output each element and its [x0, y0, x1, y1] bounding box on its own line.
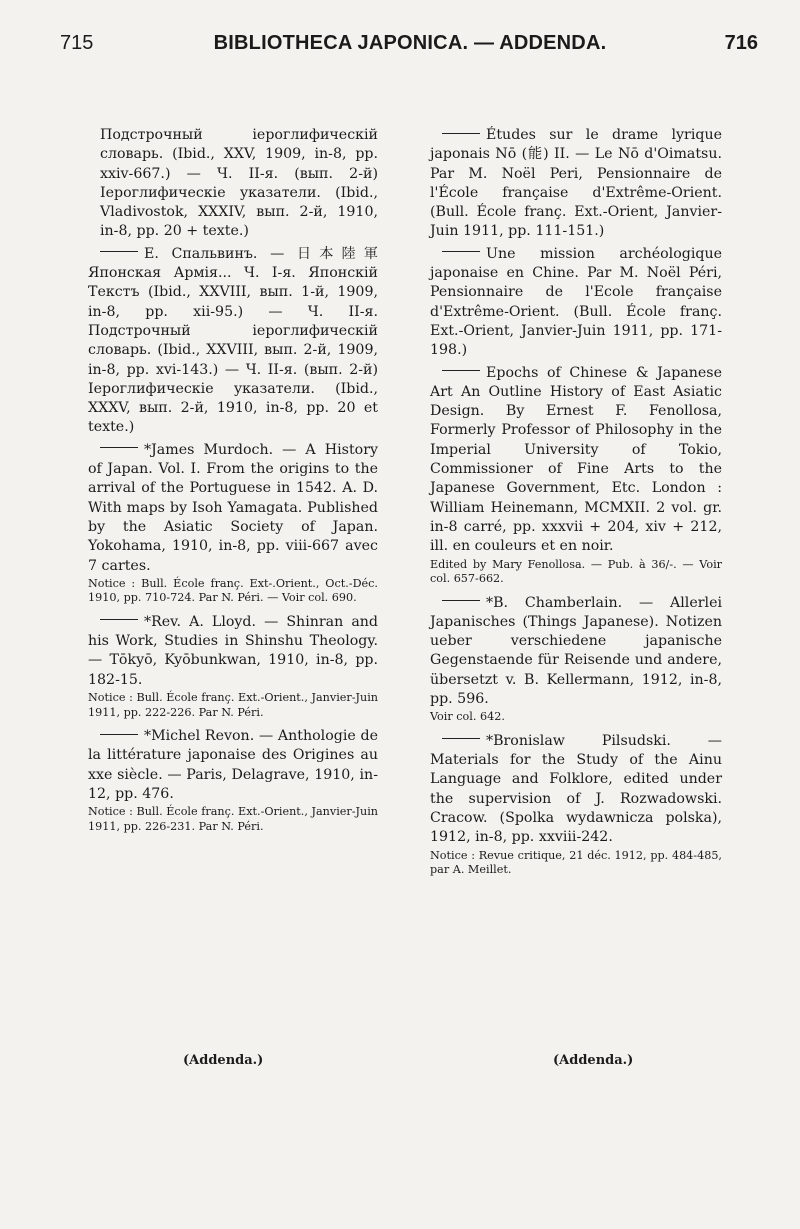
bibliography-entry	[88, 126, 378, 242]
bibliography-entry	[430, 364, 722, 587]
entry-text: E. Спальвинъ. — 日本陸軍 Японская Армія... Ч. I-я. Японскій Текстъ (Ibid., XXVIII, вып. 1-й, 1909, in-8, pp. xii-95.) — Ч. II-я. Подстрочный iероглифическій словарь. (Ibid., XXVIII, вып. 2-й, 1909, in-8, pp. xvi-143.) — Ч. II-я. (вып. 2-й) Iероглифическiе указатели. (Ibid., XXXV, вып. 2-й, 1910, in-8, pp. 20 et texte.)	[88, 245, 378, 436]
entry-notice: Notice : Bull. École franç. Ext.-Orient., Janvier-Juin 1911, pp. 226-231. Par N. Péri.	[88, 805, 378, 833]
entry-text: Подстрочный iероглифическій словарь. (Ibid., XXV, 1909, in-8, pp. xxiv-667.) — Ч. II-я. (вып. 2-й) Iероглифическiе указатели. (Ibid., Vladivostok, XXXIV, вып. 2-й, 1910, in-8, pp. 20 + texte.)	[100, 127, 378, 240]
bibliography-entry	[88, 613, 378, 720]
page-number-left: 715	[60, 32, 94, 54]
entry-text: *James Murdoch. — A History of Japan. Vol. I. From the origins to the arrival of the Portuguese in 1542. A. D. With maps by Isoh Yamagata. Published by the Asiatic Society of Japan. Yokohama, 1910, in-8, pp. viii-667 avec 7 cartes.	[88, 441, 378, 574]
bibliography-entry	[430, 594, 722, 725]
bibliography-entry	[430, 245, 722, 361]
bibliography-entry	[88, 727, 378, 834]
ditto-dash	[100, 734, 138, 735]
bibliography-entry	[430, 126, 722, 242]
ditto-dash	[442, 600, 480, 601]
entry-notice: Notice : Revue critique, 21 déc. 1912, pp. 484-485, par A. Meillet.	[430, 848, 722, 877]
running-header	[60, 22, 760, 66]
footer-right: (Addenda.)	[553, 1053, 634, 1068]
entry-text: *B. Chamberlain. — Allerlei Japanisches (Things Japanese). Notizen ueber verschiedene japanische Gegenstaende für Reisende und andere, übersetzt v. B. Kellermann, 1912, in-8, pp. 596.	[430, 594, 722, 708]
entry-notice: Edited by Mary Fenollosa. — Pub. à 36/-. — Voir col. 657-662.	[430, 557, 722, 586]
ditto-dash	[442, 738, 480, 739]
entry-notice: Notice : Bull. École franç. Ext-.Orient., Oct.-Déc. 1910, pp. 710-724. Par N. Péri. — Voir col. 690.	[88, 576, 378, 605]
bibliography-entry	[88, 441, 378, 606]
ditto-dash	[100, 619, 138, 620]
left-column	[88, 126, 378, 841]
ditto-dash	[442, 133, 480, 134]
bibliography-entry	[88, 245, 378, 438]
entry-text: *Bronislaw Pilsudski. — Materials for the Study of the Ainu Language and Folklore, edited under the supervision of J. Rozwadowski. Cracow. (Spolka wydawnicza polska), 1912, in-8, pp. xxviii-242.	[430, 732, 722, 846]
ditto-dash	[442, 370, 480, 371]
bibliography-entry	[430, 732, 722, 878]
entry-notice: Notice : Bull. École franç. Ext.-Orient., Janvier-Juin 1911, pp. 222-226. Par N. Péri.	[88, 691, 378, 719]
running-title: BIBLIOTHECA JAPONICA. — ADDENDA.	[213, 32, 607, 54]
ditto-dash	[442, 251, 480, 252]
entry-text: Une mission archéologique japonaise en Chine. Par M. Noël Péri, Pensionnaire de l'Ecole française d'Extrême-Orient. (Bull. École franç. Ext.-Orient, Janvier-Juin 1911, pp. 171-198.)	[430, 245, 722, 359]
entry-text: Epochs of Chinese & Japanese Art An Outline History of East Asiatic Design. By Ernest F. Fenollosa, Formerly Professor of Philosophy in the Imperial University of Tokio, Commissioner of Fine Arts to the Japanese Government, Etc. London : William Heinemann, MCMXII. 2 vol. gr. in-8 carré, pp. xxxvii + 204, xiv + 212, ill. en couleurs et en noir.	[430, 364, 722, 555]
ditto-dash	[100, 447, 138, 448]
footer-left: (Addenda.)	[183, 1053, 264, 1068]
entry-text: Études sur le drame lyrique japonais Nō (能) II. — Le Nō d'Oimatsu. Par M. Noël Peri, Pensionnaire de l'École française d'Extrême-Orient. (Bull. École franç. Ext.-Orient, Janvier-Juin 1911, pp. 111-151.)	[430, 127, 722, 240]
page-number-right: 716	[724, 32, 758, 54]
entry-text: *Michel Revon. — Anthologie de la littérature japonaise des Origines au xxe siècle. — Paris, Delagrave, 1910, in-12, pp. 476.	[88, 728, 378, 802]
right-column	[430, 126, 722, 885]
ditto-dash	[100, 251, 138, 252]
entry-notice: Voir col. 642.	[430, 710, 505, 724]
entry-text: *Rev. A. Lloyd. — Shinran and his Work, Studies in Shinshu Theology. — Tōkyō, Kyōbunkwan, 1910, in-8, pp. 182-15.	[88, 613, 378, 688]
